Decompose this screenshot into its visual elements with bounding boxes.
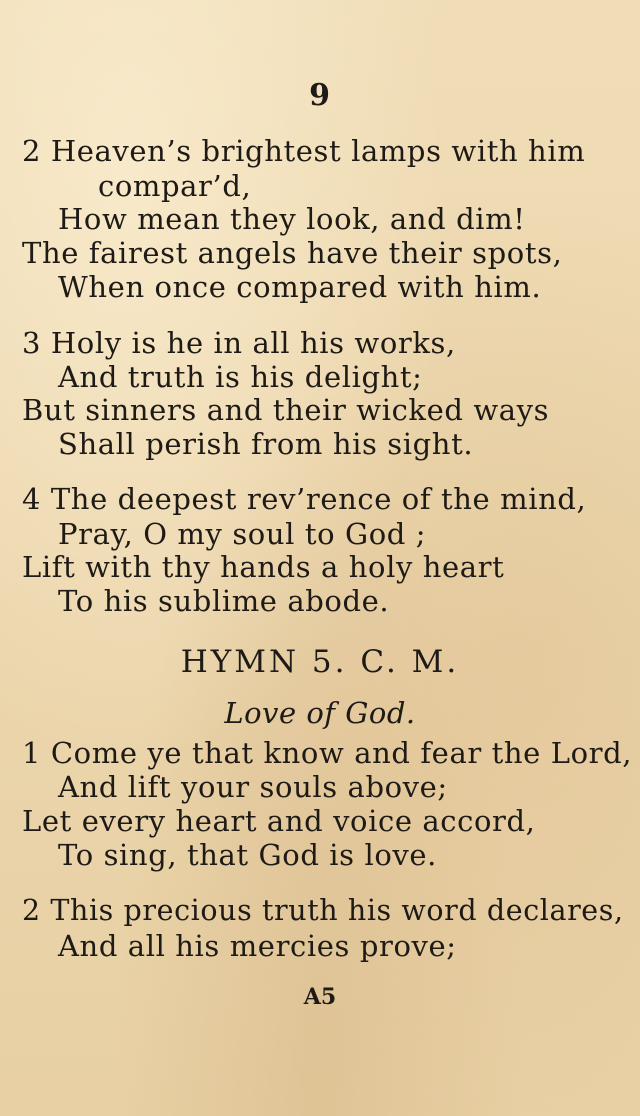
- verse-line: 3 Holy is he in all his works,: [22, 326, 456, 360]
- hymn-subtitle: Love of God.: [224, 696, 416, 730]
- signature-mark: A5: [303, 984, 337, 1010]
- page-number: 9: [309, 78, 331, 113]
- verse-line: 2 Heaven’s brightest lamps with him: [22, 134, 586, 168]
- verse-line: Lift with thy hands a holy heart: [22, 550, 505, 584]
- verse-line: To his sublime abode.: [58, 584, 390, 618]
- verse-line: When once compared with him.: [58, 270, 542, 304]
- verse-line: But sinners and their wicked ways: [22, 393, 550, 427]
- verse-line: Shall perish from his sight.: [58, 427, 474, 461]
- verse-line: 1 Come ye that know and fear the Lord,: [22, 736, 633, 770]
- verse-line: 4 The deepest rev’rence of the mind,: [22, 482, 587, 516]
- hymn-title: HYMN 5. C. M.: [180, 644, 460, 680]
- verse-line: Pray, O my soul to God ;: [58, 517, 427, 551]
- verse-line: And lift your souls above;: [58, 770, 448, 804]
- verse-line: How mean they look, and dim!: [58, 202, 526, 236]
- verse-line: compar’d,: [98, 169, 252, 203]
- verse-line: And all his mercies prove;: [58, 929, 457, 963]
- verse-line: The fairest angels have their spots,: [22, 236, 563, 270]
- verse-line: And truth is his delight;: [58, 360, 423, 394]
- verse-line: Let every heart and voice accord,: [22, 804, 536, 838]
- verse-line: To sing, that God is love.: [58, 838, 437, 872]
- verse-line: 2 This precious truth his word declares,: [22, 894, 624, 927]
